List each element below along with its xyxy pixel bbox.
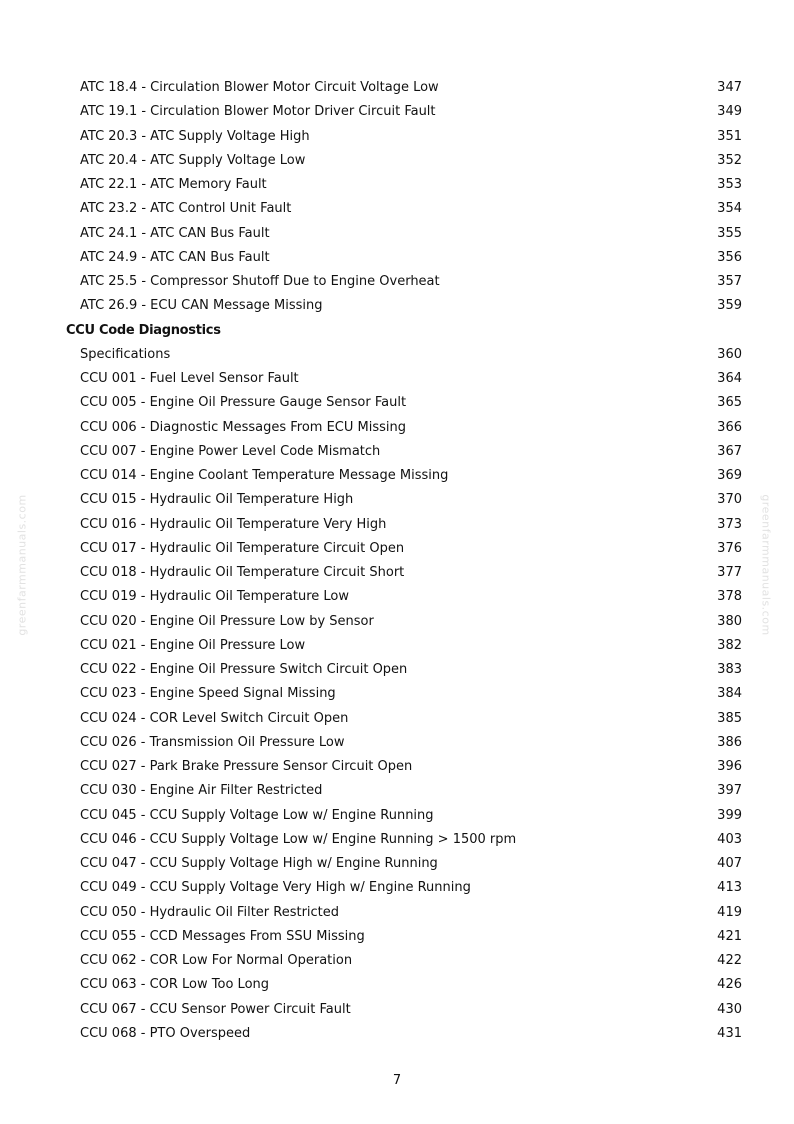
toc-entry[interactable] [66, 901, 742, 925]
toc-entry-page: 367 [717, 443, 742, 459]
toc-entry-title: CCU 062 - COR Low For Normal Operation [80, 953, 353, 968]
toc-entry[interactable] [66, 416, 742, 440]
toc-entry-title: ATC 24.1 - ATC CAN Bus Fault [80, 225, 270, 241]
toc-entry-title: CCU 050 - Hydraulic Oil Filter Restricted [80, 904, 340, 920]
toc-entry[interactable] [66, 222, 742, 246]
toc-entry-title: CCU 026 - Transmission Oil Pressure Low [80, 734, 345, 750]
toc-entry[interactable] [66, 173, 742, 197]
toc-entry-title: CCU 068 - PTO Overspeed [80, 1025, 251, 1041]
toc-entry[interactable] [66, 561, 742, 585]
toc-entry-title: CCU 018 - Hydraulic Oil Temperature Circuit Short [80, 565, 405, 580]
toc-entry-page: 357 [717, 274, 742, 289]
toc-entry[interactable] [66, 270, 742, 294]
toc-entry[interactable] [66, 100, 742, 124]
toc-entry[interactable] [66, 440, 742, 464]
toc-entry[interactable] [66, 707, 742, 731]
toc-entry-title: CCU 022 - Engine Oil Pressure Switch Circuit Open [80, 662, 408, 677]
toc-entry-page: 373 [717, 516, 742, 532]
toc-entry-page: 399 [717, 807, 742, 823]
toc-entry-page: 382 [717, 637, 742, 653]
toc-entry[interactable] [66, 464, 742, 488]
toc-entry-title: CCU 055 - CCD Messages From SSU Missing [80, 928, 365, 944]
toc-entry-title: CCU 006 - Diagnostic Messages From ECU Missing [80, 419, 407, 435]
toc-entry-page: 396 [717, 759, 742, 774]
toc-entry-title: CCU 063 - COR Low Too Long [80, 977, 270, 993]
toc-entry-title: CCU 030 - Engine Air Filter Restricted [80, 783, 323, 799]
toc-entry-title: CCU 049 - CCU Supply Voltage Very High w/ Engine Running [80, 880, 471, 896]
toc-entry[interactable] [66, 876, 742, 900]
toc-entry[interactable] [66, 998, 742, 1022]
toc-entry[interactable] [66, 973, 742, 997]
toc-entry-page: 354 [717, 201, 742, 217]
toc-entry-page: 353 [717, 177, 742, 192]
toc-entry-page: 380 [717, 613, 742, 629]
toc-entry[interactable] [66, 925, 742, 949]
toc-entry-title: ATC 22.1 - ATC Memory Fault [80, 177, 267, 192]
toc-entry-page: 365 [717, 395, 742, 411]
toc-entry-page: 364 [717, 371, 742, 386]
toc-entry-title: ATC 26.9 - ECU CAN Message Missing [80, 298, 323, 314]
toc-entry-title: CCU 021 - Engine Oil Pressure Low [80, 637, 306, 653]
watermark-right: greenfarmmanuals.com [759, 494, 773, 636]
toc-entry[interactable] [66, 367, 742, 391]
toc-entry[interactable] [66, 125, 742, 149]
toc-entry-page: 376 [717, 540, 742, 556]
toc-entry-title: CCU 017 - Hydraulic Oil Temperature Circuit Open [80, 540, 405, 556]
toc-entry-page: 386 [717, 734, 742, 750]
toc-entry-page: 384 [717, 686, 742, 702]
toc-section-heading[interactable]: CCU Code Diagnostics [66, 322, 221, 338]
toc-entry[interactable] [66, 779, 742, 803]
toc-entry-title: ATC 25.5 - Compressor Shutoff Due to Engine Overheat [80, 274, 440, 289]
toc-entry-page: 430 [717, 1001, 742, 1017]
toc-entry-title: CCU 047 - CCU Supply Voltage High w/ Engine Running [80, 856, 438, 871]
toc-entry-page: 431 [717, 1025, 742, 1041]
toc-entry[interactable] [66, 246, 742, 270]
toc-entry[interactable] [66, 852, 742, 876]
toc-entry-title: CCU 046 - CCU Supply Voltage Low w/ Engine Running > 1500 rpm [80, 831, 517, 847]
toc-entry[interactable] [66, 828, 742, 852]
toc-entry-title: CCU 024 - COR Level Switch Circuit Open [80, 710, 349, 726]
toc-entry-page: 351 [717, 128, 742, 144]
toc-entry[interactable] [66, 658, 742, 682]
toc-entry[interactable] [66, 610, 742, 634]
toc-entry[interactable] [66, 488, 742, 512]
toc-entry[interactable] [66, 513, 742, 537]
toc-entry[interactable] [66, 149, 742, 173]
toc-entry-title: ATC 18.4 - Circulation Blower Motor Circuit Voltage Low [80, 80, 439, 95]
toc-entry-title: CCU 019 - Hydraulic Oil Temperature Low [80, 589, 350, 605]
toc-entry-title: CCU 045 - CCU Supply Voltage Low w/ Engine Running [80, 807, 434, 823]
toc-entry-title: CCU 027 - Park Brake Pressure Sensor Circuit Open [80, 759, 413, 774]
page-number: 7 [392, 1073, 402, 1088]
toc-entry-page: 359 [717, 298, 742, 314]
toc-entry-page: 369 [717, 468, 742, 483]
toc-entry[interactable] [66, 537, 742, 561]
toc-entry-page: 383 [717, 662, 742, 677]
toc-entry[interactable] [66, 343, 742, 367]
toc-entry-title: CCU 020 - Engine Oil Pressure Low by Sensor [80, 613, 374, 629]
toc-entry-title: ATC 20.4 - ATC Supply Voltage Low [80, 152, 306, 168]
toc-entry-page: 377 [717, 565, 742, 580]
toc-entry-title: CCU 005 - Engine Oil Pressure Gauge Sensor Fault [80, 395, 407, 411]
table-of-contents [66, 76, 742, 1046]
toc-entry-page: 397 [717, 783, 742, 799]
toc-entry-page: 419 [717, 904, 742, 920]
toc-entry-title: CCU 067 - CCU Sensor Power Circuit Fault [80, 1001, 351, 1017]
toc-entry-page: 355 [717, 225, 742, 241]
toc-entry-page: 370 [717, 492, 742, 508]
toc-entry-title: ATC 23.2 - ATC Control Unit Fault [80, 201, 292, 217]
toc-entry-title: CCU 023 - Engine Speed Signal Missing [80, 686, 336, 702]
toc-entry-title: ATC 19.1 - Circulation Blower Motor Driver Circuit Fault [80, 104, 436, 120]
toc-entry[interactable] [66, 585, 742, 609]
toc-entry-page: 403 [717, 831, 742, 847]
toc-entry[interactable] [66, 197, 742, 221]
toc-entry-title: ATC 20.3 - ATC Supply Voltage High [80, 128, 310, 144]
toc-entry-title: ATC 24.9 - ATC CAN Bus Fault [80, 249, 270, 265]
toc-entry[interactable] [66, 731, 742, 755]
toc-entry[interactable] [66, 755, 742, 779]
toc-entry-title: CCU 014 - Engine Coolant Temperature Message Missing [80, 468, 449, 483]
toc-entry-title: CCU 007 - Engine Power Level Code Mismatch [80, 443, 381, 459]
toc-entry-page: 366 [717, 419, 742, 435]
toc-entry-page: 378 [717, 589, 742, 605]
toc-entry[interactable] [66, 804, 742, 828]
toc-entry[interactable] [66, 1022, 742, 1046]
toc-entry-title: CCU 001 - Fuel Level Sensor Fault [80, 371, 299, 386]
watermark-left: greenfarmmanuals.com [15, 494, 29, 636]
toc-entry-page: 349 [717, 104, 742, 120]
toc-entry[interactable] [66, 391, 742, 415]
toc-entry-page: 356 [717, 249, 742, 265]
toc-entry-page: 421 [717, 928, 742, 944]
toc-entry-page: 426 [717, 977, 742, 993]
toc-entry-page: 347 [717, 80, 742, 95]
toc-entry[interactable] [66, 682, 742, 706]
toc-entry-page: 413 [717, 880, 742, 896]
toc-entry-page: 352 [717, 152, 742, 168]
toc-entry-page: 360 [717, 346, 742, 362]
toc-entry-page: 422 [717, 953, 742, 968]
toc-entry-page: 385 [717, 710, 742, 726]
toc-entry-title: Specifications [80, 346, 171, 362]
toc-entry-page: 407 [717, 856, 742, 871]
toc-entry[interactable] [66, 634, 742, 658]
toc-entry-title: CCU 015 - Hydraulic Oil Temperature High [80, 492, 354, 508]
toc-entry[interactable] [66, 76, 742, 100]
toc-entry-title: CCU 016 - Hydraulic Oil Temperature Very High [80, 516, 387, 532]
toc-entry[interactable] [66, 949, 742, 973]
toc-entry[interactable] [66, 294, 742, 318]
